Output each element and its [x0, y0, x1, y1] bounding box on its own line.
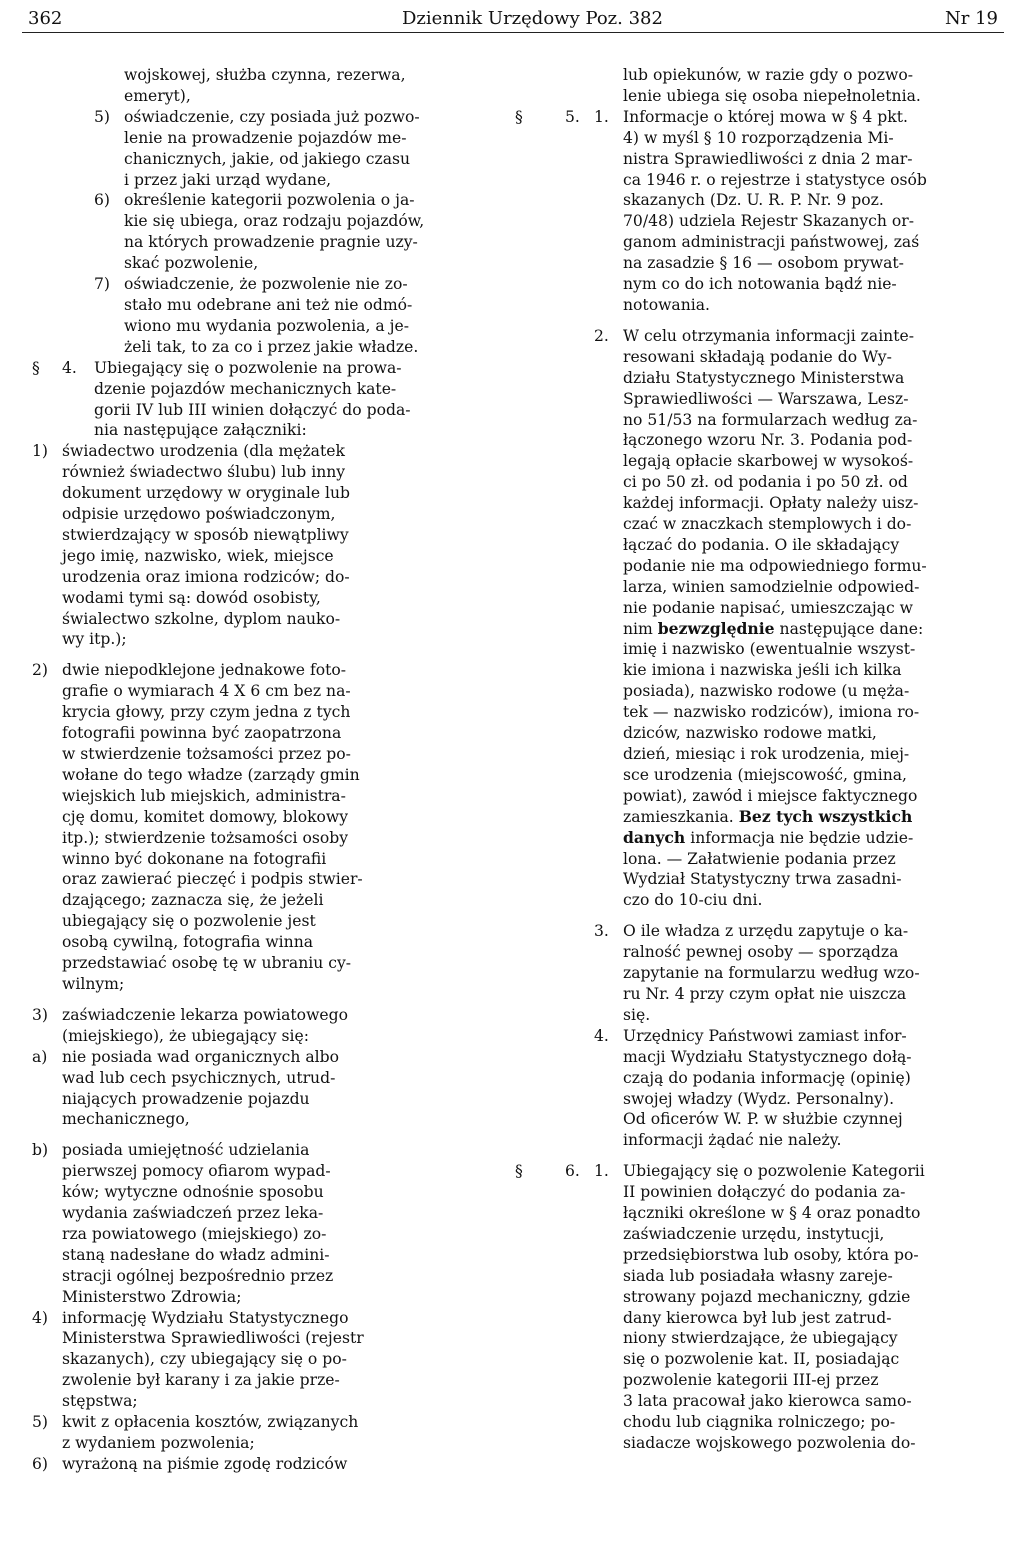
text-line: Wydział Statystyczny trwa zasadni-: [623, 870, 902, 889]
attachment-5: [32, 1412, 502, 1454]
text-line: tek — nazwisko rodziców), imiona ro-: [623, 703, 920, 722]
text-line: czają do podania informację (opinię): [623, 1068, 911, 1087]
text-line: w stwierdzenie tożsamości przez po-: [62, 745, 351, 763]
text-line: jego imię, nazwisko, wiek, miejsce: [62, 546, 334, 565]
text-line: urodzenia oraz imiona rodziców; do-: [62, 567, 350, 586]
text-line: się o pozwolenie kat. II, posiadając: [623, 1350, 900, 1369]
text-line: oświadczenie, czy posiada już pozwo-: [124, 107, 420, 126]
item-text: [62, 1308, 502, 1413]
text-line: ralność pewnej osoby — sporządza: [623, 943, 899, 962]
text-line: na których prowadzenie pragnie uzy-: [124, 233, 418, 252]
list-item-5: [32, 107, 502, 191]
text-line: ci po 50 zł. od podania i po 50 zł. od: [623, 473, 908, 492]
item-number: 5): [32, 1413, 49, 1432]
text-line: Ministerstwa Sprawiedliwości (rejestr: [62, 1329, 364, 1348]
text-line: Bez tych wszystkich: [738, 806, 913, 826]
text-line: stracji ogólnej bezpośrednio przez: [62, 1266, 334, 1285]
item-text: [62, 1412, 502, 1454]
text-line: siada lub posiadała własny zareje-: [623, 1266, 893, 1285]
text-line: Od oficerów W. P. w służbie czynnej: [623, 1110, 903, 1129]
text-line: Ministerstwo Zdrowia;: [62, 1287, 242, 1306]
text-line: wad lub cech psychicznych, utrud-: [62, 1068, 336, 1087]
text-line: określenie kategorii pozwolenia o ja-: [124, 191, 415, 210]
text-line: kwit z opłacenia kosztów, związanych: [62, 1413, 359, 1432]
text-line: no 51/53 na formularzach według za-: [623, 410, 918, 429]
text-line: skazanych (Dz. U. R. P. Nr. 9 poz.: [623, 191, 884, 210]
text-line: fotografii powinna być zaopatrzona: [62, 724, 342, 743]
text-line: siadacze wojskowego pozwolenia do-: [623, 1434, 916, 1452]
section-6: [515, 1161, 1000, 1454]
text-line: Ubiegający się o pozwolenie na prowa-: [94, 358, 402, 377]
text-line: kie się ubiega, oraz rodzaju pojazdów,: [124, 212, 425, 231]
text-line: przedsiębiorstwa lub osoby, która po-: [623, 1245, 919, 1264]
text-line: Urzędnicy Państwowi zamiast infor-: [623, 1026, 907, 1045]
text-line: gorii IV lub III winien dołączyć do poda-: [94, 400, 411, 419]
text-line: zapytanie na formularzu według wzo-: [623, 964, 920, 983]
text-line: swojej władzy (Wydz. Personalny).: [623, 1089, 895, 1108]
text-line: nim: [623, 619, 658, 638]
item-number: 2): [32, 661, 49, 680]
text-line: nie posiada wad organicznych albo: [62, 1047, 340, 1066]
text-line: świalectwo szkolne, dyplom nauko-: [62, 609, 341, 628]
text-line: O ile władza z urzędu zapytuje o ka-: [623, 922, 909, 941]
right-column: [515, 65, 1000, 1454]
item-text: [62, 1047, 502, 1131]
text-line: posiada), nazwisko rodowe (u męża-: [623, 682, 910, 701]
text-line: danych: [623, 827, 686, 847]
section-number: 4.: [62, 358, 77, 377]
attachment-2: [32, 660, 502, 995]
item-number: 7): [94, 275, 111, 294]
text-line: skazanych), czy ubiegający się o po-: [62, 1350, 347, 1369]
text-line: wiejskich lub miejskich, administra-: [62, 786, 346, 805]
text-line: strowany pojazd mechaniczny, gdzie: [623, 1287, 911, 1306]
text-line: 70/48) udziela Rejestr Skazanych or-: [623, 212, 915, 231]
section-symbol: §: [515, 107, 523, 126]
text-line: zaświadczenie lekarza powiatowego: [62, 1005, 349, 1024]
section-symbol: §: [32, 358, 40, 377]
text-line: czać w znaczkach stemplowych i do-: [623, 515, 912, 534]
text-line: wilnym;: [62, 974, 125, 993]
text-line: (miejskiego), że ubiegający się:: [62, 1026, 309, 1045]
text-line: i przez jaki urząd wydane,: [124, 170, 332, 189]
text-line: II powinien dołączyć do podania za-: [623, 1183, 906, 1202]
continuation-text: [124, 65, 502, 107]
text-line: wydania zaświadczeń przez leka-: [62, 1204, 324, 1223]
text-line: łączać do podania. O ile składający: [623, 535, 900, 554]
text-line: Sprawiedliwości — Warszawa, Lesz-: [623, 389, 909, 408]
text-line: dziców, nazwisko rodowe matki,: [623, 724, 877, 743]
text-line: notowania.: [623, 295, 711, 314]
item-text: [62, 441, 502, 650]
text-line: dzenie pojazdów mechanicznych kate-: [94, 379, 397, 398]
text-line: na zasadzie § 16 — osobom prywat-: [623, 254, 904, 273]
paragraph-text: [623, 921, 1000, 1026]
text-line: W celu otrzymania informacji zainte-: [623, 326, 914, 345]
text-line: stępstwa;: [62, 1392, 138, 1411]
attachment-3: [32, 1005, 502, 1047]
item-number: 3): [32, 1005, 49, 1024]
text-line: zamieszkania.: [623, 807, 739, 826]
text-line: stało mu odebrane ani też nie odmó-: [124, 295, 413, 314]
section-5: [515, 107, 1000, 316]
text-line: mechanicznego,: [62, 1110, 190, 1129]
text-line: macji Wydziału Statystycznego dołą-: [623, 1047, 912, 1066]
paragraph-number: 4.: [594, 1026, 609, 1045]
text-line: podanie nie ma odpowiedniego formu-: [623, 556, 927, 575]
paragraph-number: 2.: [594, 326, 609, 345]
text-line: wy itp.);: [62, 630, 127, 649]
paragraph-text: [623, 326, 1000, 911]
item-text: [62, 660, 502, 995]
text-line: osobą cywilną, fotografia winna: [62, 933, 314, 952]
text-line: pozwolenie kategorii III-ej przez: [623, 1371, 879, 1390]
item-text: [124, 274, 502, 358]
journal-title: Dziennik Urzędowy Poz. 382: [402, 8, 663, 29]
item-number: 6): [94, 191, 111, 210]
text-line: bezwzględnie: [657, 618, 775, 638]
text-line: lenie na prowadzenie pojazdów me-: [124, 128, 407, 147]
text-line: zwolenie był karany i za jakie prze-: [62, 1371, 340, 1390]
text-line: rza powiatowego (miejskiego) zo-: [62, 1224, 327, 1243]
text-line: oświadczenie, że pozwolenie nie zo-: [124, 275, 408, 294]
text-line: lona. — Załatwienie podania przez: [623, 849, 896, 868]
header-rule: [22, 32, 1004, 33]
text-line: ru Nr. 4 przy czym opłat nie uiszcza: [623, 984, 907, 1003]
continuation-text: [623, 65, 1000, 107]
text-line: żeli tak, to za co i przez jakie władze.: [124, 337, 419, 356]
text-line: nistra Sprawiedliwości z dnia 2 mar-: [623, 149, 913, 168]
attachment-6: [32, 1454, 502, 1475]
text-line: grafie o wymiarach 4 X 6 cm bez na-: [62, 682, 351, 701]
section-number: 6.: [565, 1162, 580, 1181]
text-line: wojskowej, służba czynna, rezerwa,: [124, 66, 406, 84]
text-line: emeryt),: [124, 86, 191, 105]
list-item-6: [32, 190, 502, 274]
paragraph-2: [515, 326, 1000, 911]
text-line: lenie ubiega się osoba niepełnoletnia.: [623, 86, 921, 105]
paragraph-3: [515, 921, 1000, 1026]
text-line: cję domu, komitet domowy, blokowy: [62, 807, 349, 826]
issue-number: Nr 19: [945, 8, 998, 29]
item-number: b): [32, 1141, 49, 1160]
text-line: larza, winien samodzielnie odpowied-: [623, 577, 920, 596]
paragraph-number: 1.: [594, 107, 609, 126]
item-text: [124, 107, 502, 191]
text-line: staną nadesłane do władz admini-: [62, 1245, 330, 1264]
text-line: kie imiona i nazwiska jeśli ich kilka: [623, 661, 902, 680]
section-4: [32, 358, 502, 442]
paragraph-number: 1.: [594, 1162, 609, 1181]
text-line: winno być dokonane na fotografii: [62, 849, 327, 868]
paragraph-number: 3.: [594, 922, 609, 941]
text-line: czo do 10-ciu dni.: [623, 891, 763, 910]
text-line: krycia głowy, przy czym jedna z tych: [62, 703, 351, 722]
item-text: [62, 1454, 502, 1475]
text-line: łączniki określone w § 4 oraz ponadto: [623, 1204, 921, 1223]
text-line: ganom administracji państwowej, zaś: [623, 233, 920, 252]
text-line: dokument urzędowy w oryginale lub: [62, 484, 351, 503]
text-line: dany kierowca był lub jest zatrud-: [623, 1308, 892, 1327]
text-line: 3 lata pracował jako kierowca samo-: [623, 1392, 912, 1411]
text-line: dwie niepodklejone jednakowe foto-: [62, 661, 347, 680]
item-text: [62, 1140, 502, 1307]
attachment-1: [32, 441, 502, 650]
text-line: nia następujące załączniki:: [94, 421, 307, 440]
text-line: imię i nazwisko (ewentualnie wszyst-: [623, 640, 916, 659]
item-text: [62, 1005, 502, 1047]
text-line: skać pozwolenie,: [124, 254, 259, 273]
text-line: legają opłacie skarbowej w wysokoś-: [623, 452, 914, 471]
text-line: oraz zawierać pieczęć i podpis stwier-: [62, 870, 363, 889]
item-number: 5): [94, 107, 111, 126]
text-line: sce urodzenia (miejscowość, gmina,: [623, 765, 907, 784]
text-line: ubiegający się o pozwolenie jest: [62, 912, 316, 931]
paragraph-text: [623, 107, 1000, 316]
text-line: wodami tymi są: dowód osobisty,: [62, 588, 321, 607]
item-number: a): [32, 1047, 48, 1066]
text-line: działu Statystycznego Ministerstwa: [623, 368, 905, 387]
text-line: świadectwo urodzenia (dla mężatek: [62, 442, 345, 461]
text-line: informację Wydziału Statystycznego: [62, 1308, 349, 1327]
text-line: przedstawiać osobę tę w ubraniu cy-: [62, 954, 352, 973]
item-number: 1): [32, 442, 49, 461]
text-line: posiada umiejętność udzielania: [62, 1141, 310, 1160]
text-line: odpisie urzędowo poświadczonym,: [62, 505, 336, 524]
text-line: pierwszej pomocy ofiarom wypad-: [62, 1162, 331, 1181]
text-line: chanicznych, jakie, od jakiego czasu: [124, 149, 411, 168]
text-line: wołane do tego władze (zarządy gmin: [62, 765, 360, 784]
attachment-3a: [32, 1047, 502, 1131]
text-line: również świadectwo ślubu) lub inny: [62, 463, 346, 482]
left-column: [32, 65, 502, 1475]
text-line: niających prowadzenie pojazdu: [62, 1089, 310, 1108]
text-line: stwierdzający w sposób niewątpliwy: [62, 525, 349, 544]
text-line: dzień, miesiąc i rok urodzenia, miej-: [623, 745, 910, 763]
text-line: lub opiekunów, w razie gdy o pozwo-: [623, 66, 913, 84]
text-line: powiat), zawód i miejsce faktycznego: [623, 786, 918, 805]
text-line: łączonego wzoru Nr. 3. Podania pod-: [623, 431, 913, 450]
section-text: [94, 358, 502, 442]
text-line: Ubiegający się o pozwolenie Kategorii: [623, 1162, 925, 1181]
section-number: 5.: [565, 107, 580, 126]
item-text: [124, 190, 502, 274]
text-line: 4) w myśl § 10 rozporządzenia Mi-: [623, 128, 894, 147]
page-number: 362: [28, 8, 63, 29]
text-line: wiono mu wydania pozwolenia, a je-: [124, 316, 409, 335]
text-line: dzającego; zaznacza się, że jeżeli: [62, 891, 324, 910]
text-line: nym co do ich notowania bądź nie-: [623, 275, 897, 294]
text-line: się.: [623, 1005, 651, 1024]
attachment-4: [32, 1308, 502, 1413]
attachment-3b: [32, 1140, 502, 1307]
page-header: [22, 6, 1004, 34]
text-line: zaświadczenie urzędu, instytucji,: [623, 1224, 885, 1243]
list-item-7: [32, 274, 502, 358]
paragraph-text: [623, 1161, 1000, 1454]
text-line: Informacje o której mowa w § 4 pkt.: [623, 107, 908, 126]
item-number: 4): [32, 1308, 49, 1327]
text-line: chodu lub ciągnika rolniczego; po-: [623, 1413, 896, 1432]
text-line: ków; wytyczne odnośnie sposobu: [62, 1183, 324, 1202]
text-line: informacja nie będzie udzie-: [685, 828, 914, 847]
item-number: 6): [32, 1454, 49, 1473]
text-line: każdej informacji. Opłaty należy uisz-: [623, 494, 919, 513]
text-line: informacji żądać nie należy.: [623, 1131, 842, 1150]
section-symbol: §: [515, 1162, 523, 1181]
text-line: nie podanie napisać, umieszczając w: [623, 598, 914, 617]
text-line: z wydaniem pozwolenia;: [62, 1434, 255, 1452]
paragraph-4: [515, 1026, 1000, 1151]
paragraph-text: [623, 1026, 1000, 1151]
text-line: ca 1946 r. o rejestrze i statystyce osób: [623, 170, 927, 189]
text-line: resowani składają podanie do Wy-: [623, 347, 892, 366]
text-line: itp.); stwierdzenie tożsamości osoby: [62, 828, 349, 847]
text-line: następujące dane:: [774, 619, 924, 638]
text-line: wyrażoną na piśmie zgodę rodziców: [62, 1454, 348, 1473]
text-line: niony stwierdzające, że ubiegający: [623, 1329, 898, 1348]
